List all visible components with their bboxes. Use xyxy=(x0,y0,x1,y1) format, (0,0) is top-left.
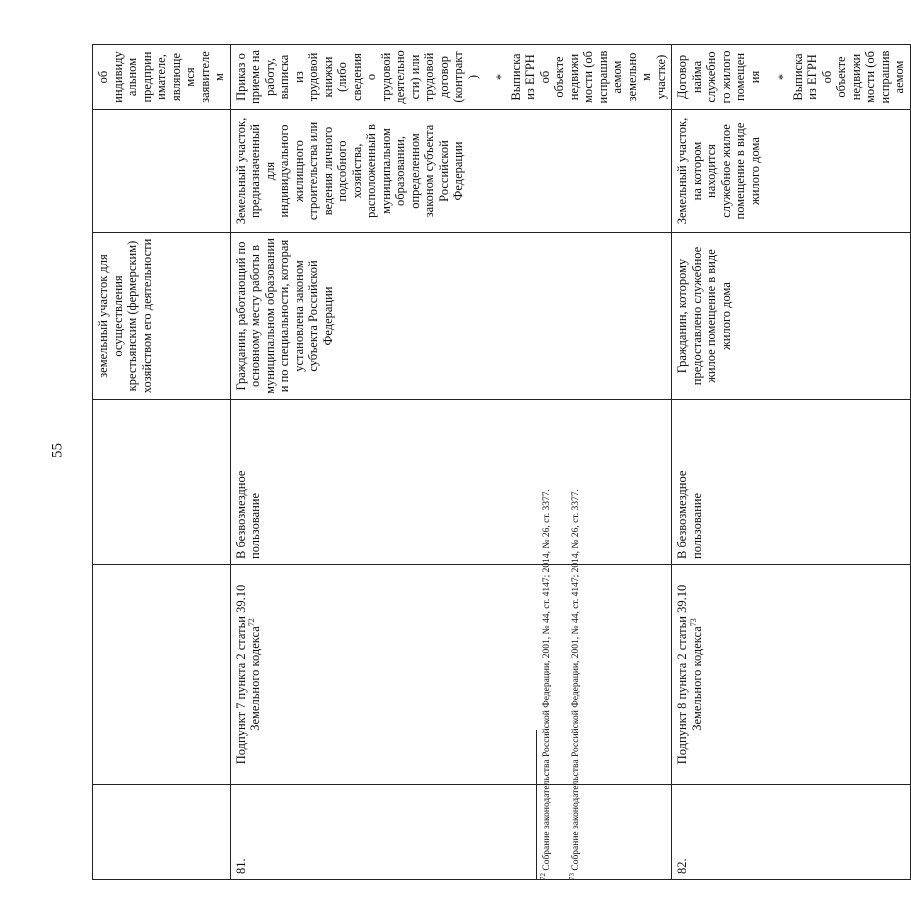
documents-text: * Выписка из ЕГРН об объекте недвижимости (об испрашиваемом земельном участке) xyxy=(494,50,668,104)
table-row xyxy=(93,45,231,880)
footnote-mark: 73 xyxy=(567,873,576,880)
subject-text: земельный участок для осуществления крестьянским (фермерским) хозяйством его деятельности xyxy=(96,238,154,394)
footnotes xyxy=(526,489,616,880)
footnote-mark: 72 xyxy=(538,873,547,880)
land-cell xyxy=(230,110,672,233)
footnote xyxy=(538,489,554,880)
row-number-cell xyxy=(93,785,231,880)
footnote-divider xyxy=(536,730,537,880)
subject-text: Гражданин, которому предоставлено служебное жилое помещение в виде жилого дома xyxy=(675,246,733,386)
documents-cell xyxy=(93,45,231,110)
page-number: 55 xyxy=(49,443,66,458)
footnote-text: Собрание законодательства Российской Федерации, 2001, № 44, ст. 4147; 2014, № 26, ст. 3377. xyxy=(542,489,552,871)
subject-cell xyxy=(230,233,672,400)
basis-text: Подпункт 7 пункта 2 статьи 39.10 Земельного кодекса xyxy=(233,584,262,765)
land-text: Земельный участок, на котором находится служебное жилое помещение в виде жилого дома xyxy=(675,117,762,225)
footnote-ref: 72 xyxy=(246,618,256,627)
row-number-cell: 82. xyxy=(672,785,911,880)
land-provision-table xyxy=(92,44,911,880)
right-type-cell xyxy=(93,400,231,565)
footnote-ref: 73 xyxy=(688,618,698,627)
footnote xyxy=(567,489,583,880)
documents-cell xyxy=(672,45,911,110)
subject-text: Гражданин, работающий по основному месту работы в муниципальном образовании и по специальности, которая установлена законом субъекта Российской Федерации xyxy=(233,238,335,394)
basis-cell xyxy=(93,565,231,785)
right-type-cell: В безвозмездное пользование xyxy=(672,400,911,565)
row-number-cell: 81. xyxy=(230,785,672,880)
documents-text: * Выписка из ЕГРН об объекте недвижимости (об испрашиваемом xyxy=(776,50,906,104)
footnote-text: Собрание законодательства Российской Федерации, 2001, № 44, ст. 4147; 2014, № 26, ст. 3377. xyxy=(571,489,581,871)
land-cell xyxy=(672,110,911,233)
table-row xyxy=(672,45,911,880)
documents-text: Договор найма служебного жилого помещения xyxy=(675,50,762,104)
land-text: Земельный участок, предназначенный для индивидуального жилищного строительства или ведения личного подсобного хозяйства, расположенный в муниципальном образовании, определенном законом субъекта Российской Федерации xyxy=(233,117,465,225)
right-type-cell: В безвозмездное пользование xyxy=(230,400,672,565)
basis-text: Подпункт 8 пункта 2 статьи 39.10 Земельного кодекса xyxy=(675,584,704,765)
documents-text: об индивидуальном предпринимателе, являющемся заявителем xyxy=(96,51,226,103)
subject-cell xyxy=(93,233,231,400)
documents-cell xyxy=(230,45,672,110)
documents-text: Приказ о приеме на работу, выписка из трудовой книжки (либо сведения о трудовой деятельности) или трудовой договор (контракт) xyxy=(233,50,480,104)
basis-cell xyxy=(672,565,911,785)
land-cell xyxy=(93,110,231,233)
subject-cell xyxy=(672,233,911,400)
